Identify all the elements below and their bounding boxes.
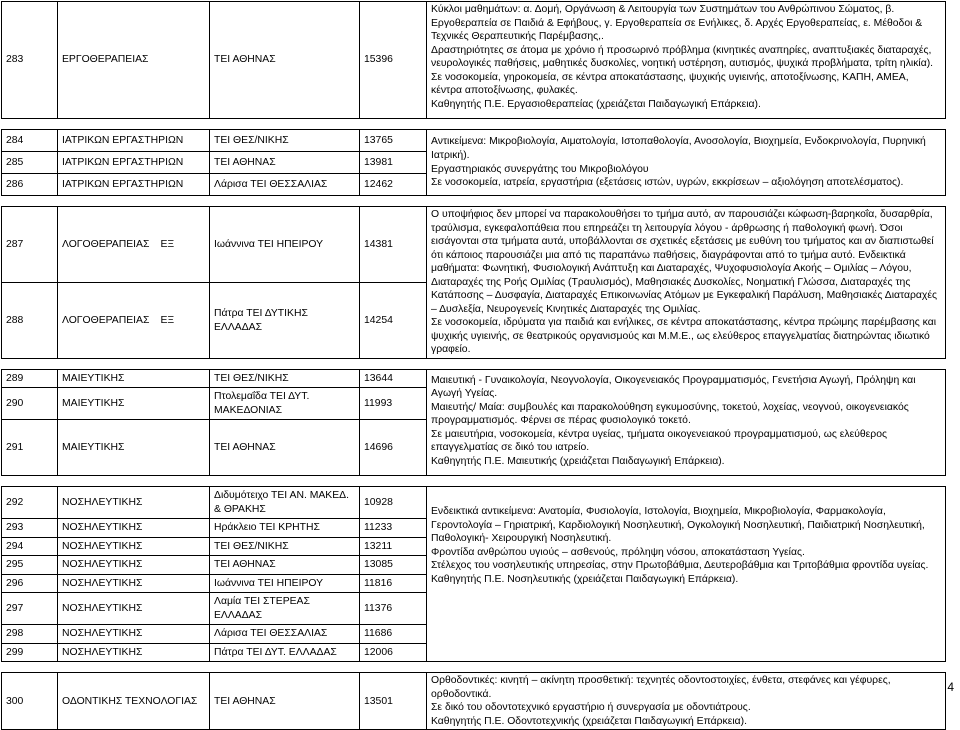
description-line: Σε νοσοκομεία, γηροκομεία, σε κέντρα αποκατάστασης, ψυχικής υγιεινής, αποτοξίνωσης, ΚΑΠΗ, ΑΜΕΑ, κέντρα αποτοξίνωσης, φυλακές. xyxy=(431,71,909,97)
row-score: 10928 xyxy=(360,487,427,519)
row-score: 13085 xyxy=(360,556,427,575)
row-department xyxy=(58,207,210,283)
row-institution: ΤΕΙ ΑΘΗΝΑΣ xyxy=(210,556,360,575)
row-institution: ΤΕΙ ΘΕΣ/ΝΙΚΗΣ xyxy=(210,130,360,152)
row-code: 287 xyxy=(2,207,58,283)
exam-note: ΕΞ xyxy=(160,238,175,250)
description-line: Δραστηριότητες σε άτομα με χρόνιο ή προσωρινό πρόβλημα (κινητικές αναπηρίες, αναπτυξιακές διαταραχές, νευρολογικές παθήσεις, μαθητικές δυσκολίες, νοητική υστέρηση, αυτισμός, ψυχικά προβλήματα, τρίτη ηλικία). xyxy=(431,44,934,70)
description-line: Κύκλοι μαθημάτων: α. Δομή, Οργάνωση & Λειτουργία των Συστημάτων του Ανθρώπινου Σώματος, β. Εργοθεραπεία σε Παιδιά & Εφήβους, γ. Εργοθεραπεία σε Ενήλικες, δ. Αρχές Εργοθεραπείας, ε. Μέθοδοι & Τεχνικές Θεραπευτικής Παρέμβασης,. xyxy=(431,4,923,43)
description-cell xyxy=(427,673,946,730)
row-code: 296 xyxy=(2,574,58,593)
description-cell xyxy=(427,207,946,359)
description-line: Ενδεικτικά αντικείμενα: Ανατομία, Φυσιολογία, Ιστολογία, Βιοχημεία, Μικροβιολογία, Φαρμακολογία, Γεροντολογία – Γηριατρική, Καρδιολογική Νοσηλευτική, Ογκολογική Νοσηλευτική, Παιδιατρική Νοσηλευτική, Παθολογική- Χειρουργική Νοσηλευτική. xyxy=(431,506,925,545)
row-department: ΜΑΙΕΥΤΙΚΗΣ xyxy=(58,388,210,420)
row-score: 13981 xyxy=(360,152,427,174)
row-score: 12462 xyxy=(360,174,427,196)
table-row xyxy=(2,487,946,519)
row-code: 299 xyxy=(2,643,58,662)
row-score: 14381 xyxy=(360,207,427,283)
row-department: ΝΟΣΗΛΕΥΤΙΚΗΣ xyxy=(58,537,210,556)
row-institution: Λαμία ΤΕΙ ΣΤΕΡΕΑΣ ΕΛΛΑΔΑΣ xyxy=(210,593,360,625)
row-score: 13501 xyxy=(360,673,427,730)
row-score: 13765 xyxy=(360,130,427,152)
row-score: 15396 xyxy=(360,2,427,119)
row-score: 11993 xyxy=(360,388,427,420)
row-department: ΝΟΣΗΛΕΥΤΙΚΗΣ xyxy=(58,556,210,575)
row-code: 292 xyxy=(2,487,58,519)
row-department xyxy=(58,283,210,358)
row-institution: ΤΕΙ ΑΘΗΝΑΣ xyxy=(210,2,360,119)
row-score: 12006 xyxy=(360,643,427,662)
row-score: 11233 xyxy=(360,519,427,538)
row-department: ΙΑΤΡΙΚΩΝ ΕΡΓΑΣΤΗΡΙΩΝ xyxy=(58,174,210,196)
row-department: ΝΟΣΗΛΕΥΤΙΚΗΣ xyxy=(58,643,210,662)
row-institution: ΤΕΙ ΘΕΣ/ΝΙΚΗΣ xyxy=(210,537,360,556)
row-score: 11686 xyxy=(360,625,427,644)
row-department: ΝΟΣΗΛΕΥΤΙΚΗΣ xyxy=(58,625,210,644)
row-department: ΜΑΙΕΥΤΙΚΗΣ xyxy=(58,420,210,476)
description-line: Σε μαιευτήρια, νοσοκομεία, κέντρα υγείας, τμήματα οικογενειακού προγραμματισμού, ως ελεύθερος επαγγελματίας σε δικό του ιατρείο. xyxy=(431,428,887,454)
table-row xyxy=(2,2,946,119)
row-code: 295 xyxy=(2,556,58,575)
row-institution: Πτολεμαΐδα ΤΕΙ ΔΥΤ. ΜΑΚΕΔΟΝΙΑΣ xyxy=(210,388,360,420)
row-code: 294 xyxy=(2,537,58,556)
table-row xyxy=(2,673,946,730)
row-score: 13644 xyxy=(360,369,427,388)
row-code: 285 xyxy=(2,152,58,174)
row-code: 289 xyxy=(2,369,58,388)
description-cell xyxy=(427,369,946,476)
row-department: ΝΟΣΗΛΕΥΤΙΚΗΣ xyxy=(58,487,210,519)
description-line: Σε νοσοκομεία, ιδρύματα για παιδιά και ενήλικες, σε κέντρα αποκατάστασης, κέντρα πρώιμης παρέμβασης και ψυχικής υγιεινής, σε θεατρικούς οργανισμούς και Μ.Μ.Ε., ως ελεύθερος επαγγελματίας διατηρώντας ιδιωτικό γραφείο. xyxy=(431,317,937,356)
description-line: Ο υποψήφιος δεν μπορεί να παρακολουθήσει το τμήμα αυτό, αν παρουσιάζει κώφωση-βαρηκοΐα, δυσαρθρία, τραύλισμα, εγκεφαλοπάθεια που επηρεάζει τη λειτουργία λόγου - άρθρωσης ή παθολογική φωνή. Όσοι εισάγονται στα τμήματα αυτά, υποβάλλονται σε σχετικές εξετάσεις με ευθύνη του τμήματος και αν διαπιστωθεί ότι κάποιος παρουσιάζει μια από τις παραπάνω παθήσεις, διαγράφονται από το τμήμα αυτό. Ενδεικτικά μαθήματα: Φωνητική, Φυσιολογική Ανάπτυξη και Διαταραχές, Ψυχοφυσιολογία Ακοής – Ομιλίας – Λόγου, Διαταραχές της Ροής Ομιλίας (Τραυλισμός), Μαθησιακές Δυσκολίες, Νοηματική Γλώσσα, Διαταραχές της Κατάποσης – Δυσφαγία, Διαταραχές Επικοινωνίας Ατόμων με Εγκεφαλική Παράλυση, Μαθησιακές Διαταραχές – Δυσλεξία, Νευρογενείς Κινητικές Διαταραχές της Ομιλίας. xyxy=(431,209,937,315)
row-code: 284 xyxy=(2,130,58,152)
row-department: ΝΟΣΗΛΕΥΤΙΚΗΣ xyxy=(58,593,210,625)
row-code: 290 xyxy=(2,388,58,420)
table-row xyxy=(2,130,946,152)
row-department: ΜΑΙΕΥΤΙΚΗΣ xyxy=(58,369,210,388)
row-institution: Πάτρα ΤΕΙ ΔΥΤΙΚΗΣ ΕΛΛΑΔΑΣ xyxy=(210,283,360,358)
programs-table xyxy=(1,1,946,730)
row-institution: ΤΕΙ ΑΘΗΝΑΣ xyxy=(210,420,360,476)
row-institution: Λάρισα ΤΕΙ ΘΕΣΣΑΛΙΑΣ xyxy=(210,625,360,644)
description-line: Καθηγητής Π.Ε. Εργασιοθεραπείας (χρειάζεται Παιδαγωγική Επάρκεια). xyxy=(431,98,761,110)
row-institution: ΤΕΙ ΑΘΗΝΑΣ xyxy=(210,152,360,174)
row-institution: Λάρισα ΤΕΙ ΘΕΣΣΑΛΙΑΣ xyxy=(210,174,360,196)
row-code: 291 xyxy=(2,420,58,476)
description-line: Μαιευτής/ Μαία: συμβουλές και παρακολούθηση εγκυμοσύνης, τοκετού, λοχείας, νεογνού, οικογενειακός προγραμματισμός. Φέρνει σε πέρας φυσιολογικό τοκετό. xyxy=(431,401,909,427)
description-cell xyxy=(427,487,946,662)
description-cell xyxy=(427,130,946,196)
page-number: 4 xyxy=(947,680,954,695)
description-line: Σε νοσοκομεία, ιατρεία, εργαστήρια (εξετάσεις ιστών, υγρών, εκκρίσεων – αξιολόγηση αποτελέσματος). xyxy=(431,177,904,189)
row-institution: Ιωάννινα ΤΕΙ ΗΠΕΙΡΟΥ xyxy=(210,574,360,593)
row-department: ΙΑΤΡΙΚΩΝ ΕΡΓΑΣΤΗΡΙΩΝ xyxy=(58,130,210,152)
description-line: Σε δικό του οδοντοτεχνικό εργαστήριο ή συνεργασία με οδοντιάτρους. xyxy=(431,702,751,714)
row-score: 13211 xyxy=(360,537,427,556)
row-department: ΕΡΓΟΘΕΡΑΠΕΙΑΣ xyxy=(58,2,210,119)
description-line: Καθηγητής Π.Ε. Νοσηλευτικής (χρειάζεται Παιδαγωγική Επάρκεια). xyxy=(431,573,739,585)
table-row xyxy=(2,207,946,283)
exam-note: ΕΞ xyxy=(160,314,175,326)
row-score: 11376 xyxy=(360,593,427,625)
description-line: Φροντίδα ανθρώπου υγιούς – ασθενούς, πρόληψη νόσου, αποκατάσταση Υγείας. xyxy=(431,546,805,558)
row-code: 298 xyxy=(2,625,58,644)
row-code: 288 xyxy=(2,283,58,358)
row-institution: Ιωάννινα ΤΕΙ ΗΠΕΙΡΟΥ xyxy=(210,207,360,283)
row-code: 286 xyxy=(2,174,58,196)
row-code: 297 xyxy=(2,593,58,625)
row-department: ΟΔΟΝΤΙΚΗΣ ΤΕΧΝΟΛΟΓΙΑΣ xyxy=(58,673,210,730)
row-code: 283 xyxy=(2,2,58,119)
row-score: 14696 xyxy=(360,420,427,476)
row-institution: Ηράκλειο ΤΕΙ ΚΡΗΤΗΣ xyxy=(210,519,360,538)
row-department: ΝΟΣΗΛΕΥΤΙΚΗΣ xyxy=(58,574,210,593)
description-line: Αντικείμενα: Μικροβιολογία, Αιματολογία, Ιστοπαθολογία, Ανοσολογία, Βιοχημεία, Ενδοκρινολογία, Πυρηνική Ιατρική). xyxy=(431,136,926,161)
row-institution: ΤΕΙ ΑΘΗΝΑΣ xyxy=(210,673,360,730)
row-department: ΝΟΣΗΛΕΥΤΙΚΗΣ xyxy=(58,519,210,538)
row-institution: Διδυμότειχο ΤΕΙ ΑΝ. ΜΑΚΕΔ. & ΘΡΑΚΗΣ xyxy=(210,487,360,519)
row-department: ΙΑΤΡΙΚΩΝ ΕΡΓΑΣΤΗΡΙΩΝ xyxy=(58,152,210,174)
description-line: Στέλεχος του νοσηλευτικής υπηρεσίας, στην Πρωτοβάθμια, Δευτεροβάθμια και Τριτοβάθμια φροντίδα υγείας. xyxy=(431,560,929,572)
description-line: Εργαστηριακός συνεργάτης του Μικροβιολόγου xyxy=(431,163,649,175)
row-score: 14254 xyxy=(360,283,427,358)
row-score: 11816 xyxy=(360,574,427,593)
row-code: 293 xyxy=(2,519,58,538)
description-line: Καθηγητής Π.Ε. Μαιευτικής (χρειάζεται Παιδαγωγική Επάρκεια). xyxy=(431,455,725,467)
row-institution: Πάτρα ΤΕΙ ΔΥΤ. ΕΛΛΑΔΑΣ xyxy=(210,643,360,662)
department-name: ΛΟΓΟΘΕΡΑΠΕΙΑΣ xyxy=(62,314,150,326)
department-name: ΛΟΓΟΘΕΡΑΠΕΙΑΣ xyxy=(62,238,150,250)
row-institution: ΤΕΙ ΘΕΣ/ΝΙΚΗΣ xyxy=(210,369,360,388)
row-code: 300 xyxy=(2,673,58,730)
description-line: Μαιευτική - Γυναικολογία, Νεογνολογία, Οικογενειακός Προγραμματισμός, Γενετήσια Αγωγή, Πρόληψη και Αγωγή Υγείας. xyxy=(431,374,916,400)
description-cell xyxy=(427,2,946,119)
table-row xyxy=(2,369,946,388)
description-line: Ορθοδοντικές: κινητή – ακίνητη προσθετική: τεχνητές οδοντοστοιχίες, ένθετα, στεφάνες και γέφυρες, ορθοδοντικά. xyxy=(431,675,891,700)
description-line: Καθηγητής Π.Ε. Οδοντοτεχνικής (χρειάζεται Παιδαγωγική Επάρκεια). xyxy=(431,715,747,727)
